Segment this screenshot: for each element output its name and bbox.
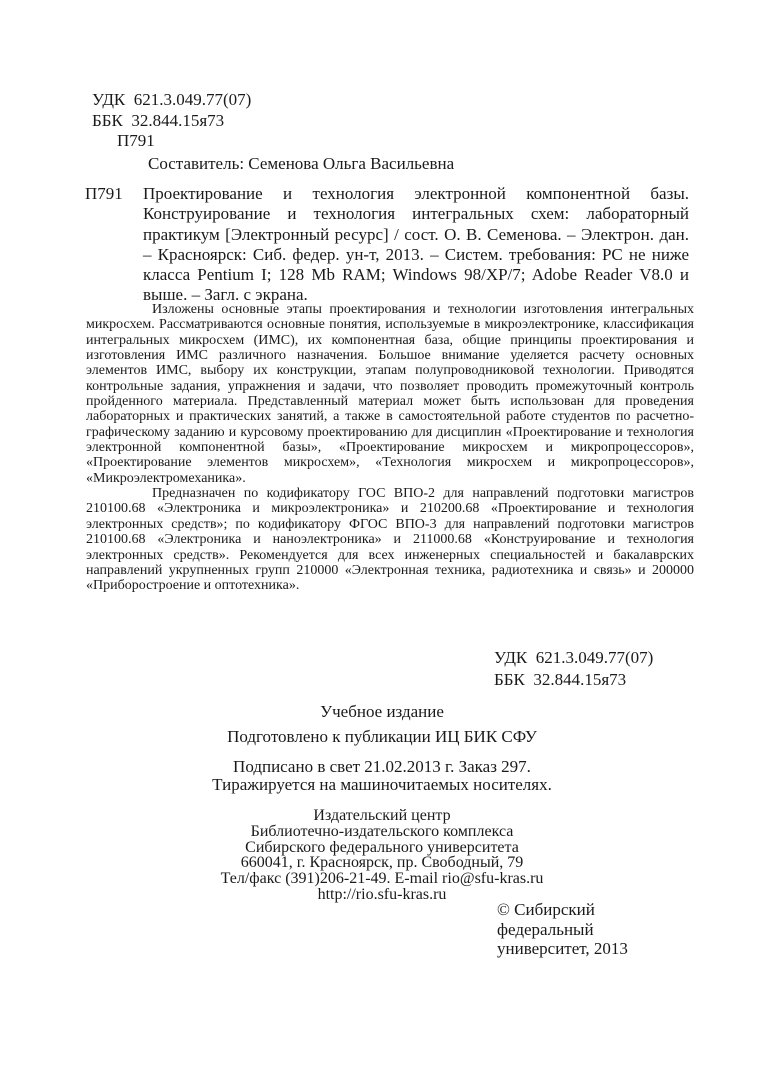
udk-code-bottom: УДК 621.3.049.77(07) (494, 648, 654, 667)
copyright-block (497, 900, 628, 959)
publisher-line: Сибирского федерального университета (245, 838, 519, 856)
publisher-address-line: 660041, г. Красноярск, пр. Свободный, 79 (240, 854, 524, 872)
publisher-url-line: http://rio.sfu-kras.ru (317, 885, 447, 903)
distribution-line: Тиражируется на машиночитаемых носителях. (212, 775, 552, 794)
publisher-contact-line: Тел/факс (391)206-21-49. E-mail rio@sfu-kras.ru (220, 870, 544, 888)
catalog-entry-text: Проектирование и технология электронной компонентной базы. Конструирование и технология интегральных схем: лабораторный практикум [Электронный ресурс] / сост. О. В. Семенова. – Электрон. дан. – Красноярск: Сиб. федер. ун-т, 2013. – Систем. требования: PC не ниже класса Pentium I; 128 Mb RAM; Windows 98/XP/7; Adobe Reader V8.0 и выше. – Загл. с экрана. (143, 184, 689, 305)
prepared-by-line: Подготовлено к публикации ИЦ БИК СФУ (227, 727, 537, 746)
bbk-code-top: ББК 32.844.15я73 (92, 110, 225, 130)
compiler-line: Составитель: Семенова Ольга Васильевна (148, 154, 455, 173)
catalog-code-top: П791 (117, 131, 155, 150)
signed-date-line: Подписано в свет 21.02.2013 г. Заказ 297. (233, 757, 531, 776)
bbk-code-bottom: ББК 32.844.15я73 (494, 670, 627, 689)
copyright-line-2: федеральный (497, 919, 594, 939)
annotation-paragraph-1: Изложены основные этапы проектирования и технологии изготовления интегральных микросхем. Рассматриваются основные понятия, используемые в микроэлектронике, классификация интегральных микросхем (ИМС), их компонентная база, общие принципы проектирования и изготовления ИМС различного назначения. Большое внимание уделяется расчету основных элементов ИМС, выбору их конструкции, этапам полупроводниковой технологии. Приводятся контрольные задания, упражнения и задачи, что позволяет проводить промежуточный контроль пройденного материала. Представленный материал может быть использован для проведения лабораторных и практических занятий, а также в самостоятельной работе студентов по расчетно-графическому заданию и курсовому проектированию для дисциплин «Проектирование и технология электронной компонентной базы», «Проектирование микросхем и микропроцессоров», «Проектирование элементов микросхем», «Технология микросхем и микропроцессоров», «Микроэлектромеханика». (86, 302, 694, 486)
annotation-block (86, 302, 694, 594)
bottom-codes-block (494, 647, 653, 691)
annotation-paragraph-2: Предназначен по кодификатору ГОС ВПО-2 для направлений подготовки магистров 210100.68 «Электроника и микроэлектроника» и 210200.68 «Проектирование и технология электронных средств»; по кодификатору ФГОС ВПО-3 для направлений подготовки магистров 210100.68 «Электроника и наноэлектроника» и 211000.68 «Конструирование и технология электронных средств». Рекомендуется для всех инженерных специальностей и бакалаврских направлений укрупненных групп 210000 «Электронная техника, радиотехника и связь» и 200000 «Приборостроение и оптотехника». (86, 486, 694, 594)
publisher-line: Издательский центр (313, 807, 451, 824)
copyright-line-1: © Сибирский (497, 900, 595, 919)
edition-type-line: Учебное издание (320, 702, 444, 721)
catalog-entry-code: П791 (85, 184, 123, 203)
publisher-line: Библиотечно-издательского комплекса (250, 822, 514, 840)
copyright-line-3: университет, 2013 (497, 939, 628, 958)
udk-code-top: УДК 621.3.049.77(07) (92, 90, 252, 109)
publisher-block (0, 808, 764, 903)
top-codes-block (92, 90, 251, 152)
